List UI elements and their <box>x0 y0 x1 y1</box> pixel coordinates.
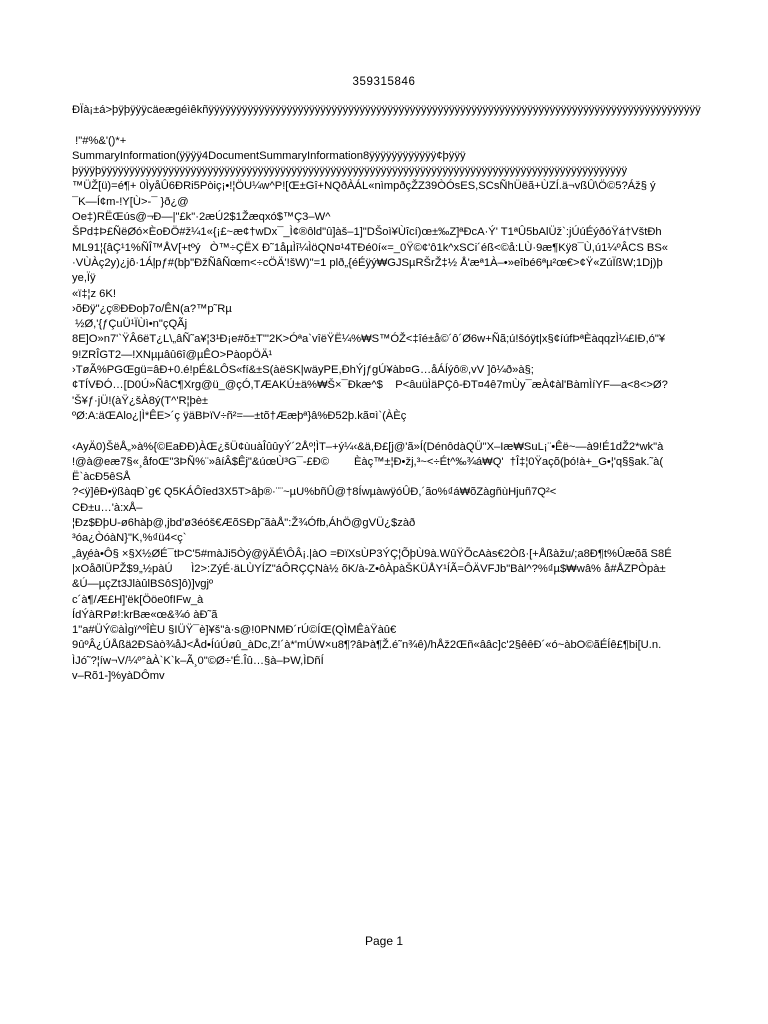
text-line: ³óa¿ÒóàN}"K,%₫ü4<ç` <box>72 532 187 545</box>
text-line: CÐ±u…'à:xÅ– <box>72 501 143 514</box>
text-line: |xOåðlÜPŽ$9„½pàÚ Ì2>:ZýÉ·äLÙYÍZ"áÔRÇÇNà½ õK/à-Z•ôÀpàŠKÜÅY¹ÍÃ=ÔÄVFJb"Bàl^?%₫µ$₩wâ% å#ÅZPÒpà± <box>72 562 666 575</box>
text-line: 1"a#ÜÝ©àÌgï^ºÎÈU §IÜŸ¯è]¥š"à·s@!0PNMÐ´rÚ©ÍŒ(QÌMÊàŸàû€ <box>72 624 397 637</box>
text-line: !"#%&'()*+ <box>72 134 127 147</box>
text-line: ‹AyÄ0)ŠëÅ„»à%{©EaÐÐ)ÀŒ¿šÜ¢ùuàÎûûyÝ´2Åº¦ÌT–+ý¼‹&ä,Ð£[j@'ã»Í(DénôdàQÜ"X–Iæ₩SuL¡¨•Êë~—à9!É1dŽ2*wk"à <box>72 440 664 453</box>
text-line <box>72 424 768 439</box>
text-line: ¢TÍVÐÓ…[D0Ú»ÑâC¶Xrg@ü_@çÓ,TÆAKÚ±ä%₩Š×¯Ðkæ^$ P<âuüÌäPÇô-ÐT¤4ê7mÙy¯æÀ¢àl'BàmÌíYF—a<8<>Ø? <box>72 379 668 392</box>
text-line: ÌJó˜?¦íw¬V/¼º°àÀ`K`k–Ã¸0"©Ø÷'É.Îû…§à–ÞW,ÌDñÍ <box>72 654 324 667</box>
text-line: ›TøÃ%PGŒgü=âÐ+0.é!pÉ&LÔS«fí&±S(àëSK|wäyPE,ÐhÝjƒgÚ¥àb¤G…åÁÍýô®,vV ]ô¼ð»à§; <box>72 364 534 377</box>
text-line: «ï‡¦z 6K! <box>72 287 116 300</box>
text-line: ·VÙÀç2y)¿jô·1Áļpƒ#(bþ"ÐžÑâÑœm<÷cÖÄ'!šW)"=1 plð„{éÉÿý₩GJSµRŠrŽ‡½ Å'æª1À–•»eîbé6ªµ²œ€>¢Ÿ«ZúÏßW;1Dj)þ <box>72 256 663 269</box>
text-line: c´à¶/Æ£H]'ëk[Ööe0fIFw_à <box>72 593 204 606</box>
text-line: !@à@eæ7§«¸åfoŒ"3ÞÑ%¨»âíÂ$Êj"&úœÙ³G¯-£Ð© Èàç™±¦Ð•žj,³~<÷Ét^‰¾á₩Q' †Î‡¦0Ÿaçõ(þó!à+_G•¦'q§§ak.˜à( <box>72 455 664 468</box>
page-footer: Page 1 <box>364 934 404 948</box>
document-body <box>72 103 768 684</box>
text-line: 9ûºÂ¿ÚÅßä2ÐSàò¾åJ<Åd•ÍúÚøû_àDc,Z!´à*'mÚW×u8¶?âÞà¶Ž.é˜n¾ê)/hÅž2Œñ«ââc]c'2§êêÐ´«ó~àbO©ãÉÍê£¶bi[U.n. <box>72 639 662 652</box>
text-line: v–Rõ1-]%yàDÔmv <box>72 669 165 682</box>
text-line: 9!ZRÎGT2—!XNµµâû6î@µÊO>PàopÖÄ¹ <box>72 348 273 361</box>
text-line: ML91¦{âÇ¹1%ÑÎ™ÅV[+tºý Ò™÷ÇËX Ð˜1åµÌî¼ÌöQN¤¹4TÐé0í«=_0Ÿ©¢'ô1k^xSCi´éß<©å:LÙ·9æ¶Kÿ8¯Ù,ú1¼ºÂCS BS« <box>72 241 669 254</box>
text-line: ½Ø,'{ƒÇuÜ¹ÏÙì•n"çQÃj <box>72 318 188 331</box>
text-line: ?<ÿ]êÐ•ÿßàqÐ`g€ Q5KÁÔîed3X5T>âþ®·¨¨~µU%bñÛ@†8ÍwµàwÿóÛÐ,´ão%₫á₩õZàgñùHjuñ7Q²< <box>72 486 557 499</box>
text-line: Ë`àcÐ5êSÅ <box>72 471 131 484</box>
text-line <box>72 118 768 133</box>
text-line: ŠPd‡Þ£ÑëØó×ÈoÐÖ#ž¼1«{¡£~æ¢†wDx¯_Ì¢®ôld"û]àš–1]"DŠoì¥Ùîcí)œ±‰Z]ªÐcA·Ý' T1ªÛ5bAlÜž`:jÚúÉýðóŸá†VštÐh <box>72 226 662 239</box>
text-line: 8E]O»n7'`ŸÂ6ëT¿L\„âÑ˜a¥¦3¹Ð¡e#õ±T"'2K>Óªa`vîëŸË¼%₩S™ÓŽ<‡îé±å©´ô´Ø6w+Ñã;ú!šóÿt|x§¢íúfÞªÈàqqzÌ¼£IÐ,ó"¥ <box>72 333 666 346</box>
text-line: ™ÜŽ[ü)=é¶+ 0ÌyåÛ6ÐRi5Pòiç¡•!¦ÖU¼w^P![Œ±Gî+NQðÀÁL«nìmpðçŽZ39ÒÓsES,SCsÑhÜëã+ÙZÍ.ä¬vßÛ\Ö©5?Áž§ ý <box>72 180 656 193</box>
text-line: Oe‡)RËŒús@¬Ð—|"£k"·2æÚ2$1Žæqxó$™Ç3–W^ <box>72 211 331 224</box>
text-line: ÐÏà¡±á>þÿþÿÿÿcäeægéìêkñÿÿÿÿÿÿÿÿÿÿÿÿÿÿÿÿÿÿÿÿÿÿÿÿÿÿÿÿÿÿÿÿÿÿÿÿÿÿÿÿÿÿÿÿÿÿÿÿÿÿÿÿÿÿÿÿÿÿÿÿÿÿÿÿÿÿÿÿÿÿÿÿÿÿÿÿÿÿÿÿÿÿÿÿÿÿÿÿ <box>72 104 701 116</box>
text-line: &Ú—µçZt3JlàûlBSôS]ô)]vgjº <box>72 578 214 591</box>
text-line: ÍdÝàRPø!:krBæ«œ&¾ó àÐ˜ã <box>72 608 218 621</box>
text-line: ºØ:A:äŒAlo¿|Ì*ÊE>´ç ÿäBÞïV÷ñ²=—±tõ†Ææþª}â%Ð52þ.kã¤ì`(ÀÈç <box>72 409 407 422</box>
text-line: „ây̧éà•Ô§ ×§X½ØÉ¯tÞC'5#màJi5Òý@ÿÄÉ\ÔÂ¡.|àO =ÐïXsÙP3ÝÇ¦ÕþÙ9à.WûŸÕcAàs€2Òß·[+Åßàžu/;a8Ð¶t%Ûæõã S8É <box>72 547 672 560</box>
text-line: ¯K—Í¢m-!Y[Ù>-¯ }ð¿@ <box>72 195 189 208</box>
text-line: 'Š¥ƒ·jÜ!(àŸ¿šÀ8ý(T^'R¦þè± <box>72 394 209 407</box>
text-line: ›õÐÿ"¿ç®ÐÐoþ7o/ÊN(a?™p˜Rµ <box>72 302 232 315</box>
text-line: þÿÿÿþÿÿÿÿÿÿÿÿÿÿÿÿÿÿÿÿÿÿÿÿÿÿÿÿÿÿÿÿÿÿÿÿÿÿÿÿÿÿÿÿÿÿÿÿÿÿÿÿÿÿÿÿÿÿÿÿÿÿÿÿÿÿÿÿÿÿÿÿÿÿÿÿÿÿÿÿÿÿÿÿÿÿÿÿÿÿÿÿÿÿÿÿÿÿ <box>72 165 628 178</box>
text-line: ye,Ïÿ <box>72 272 96 285</box>
text-line: SummaryInformation(ÿÿÿÿ4DocumentSummaryInformation8ÿÿÿÿÿÿÿÿÿÿÿÿ¢þÿÿÿ <box>72 149 466 162</box>
document-number: 359315846 <box>352 76 416 88</box>
text-line: ¦Ðz$ÐþU-ø6hàþ@,jbd'ø3éóš€ÆõSÐp˜ãàÅ":Ž¾Ófb,ÁhÖ@gVÜ¿$zàð <box>72 517 416 530</box>
